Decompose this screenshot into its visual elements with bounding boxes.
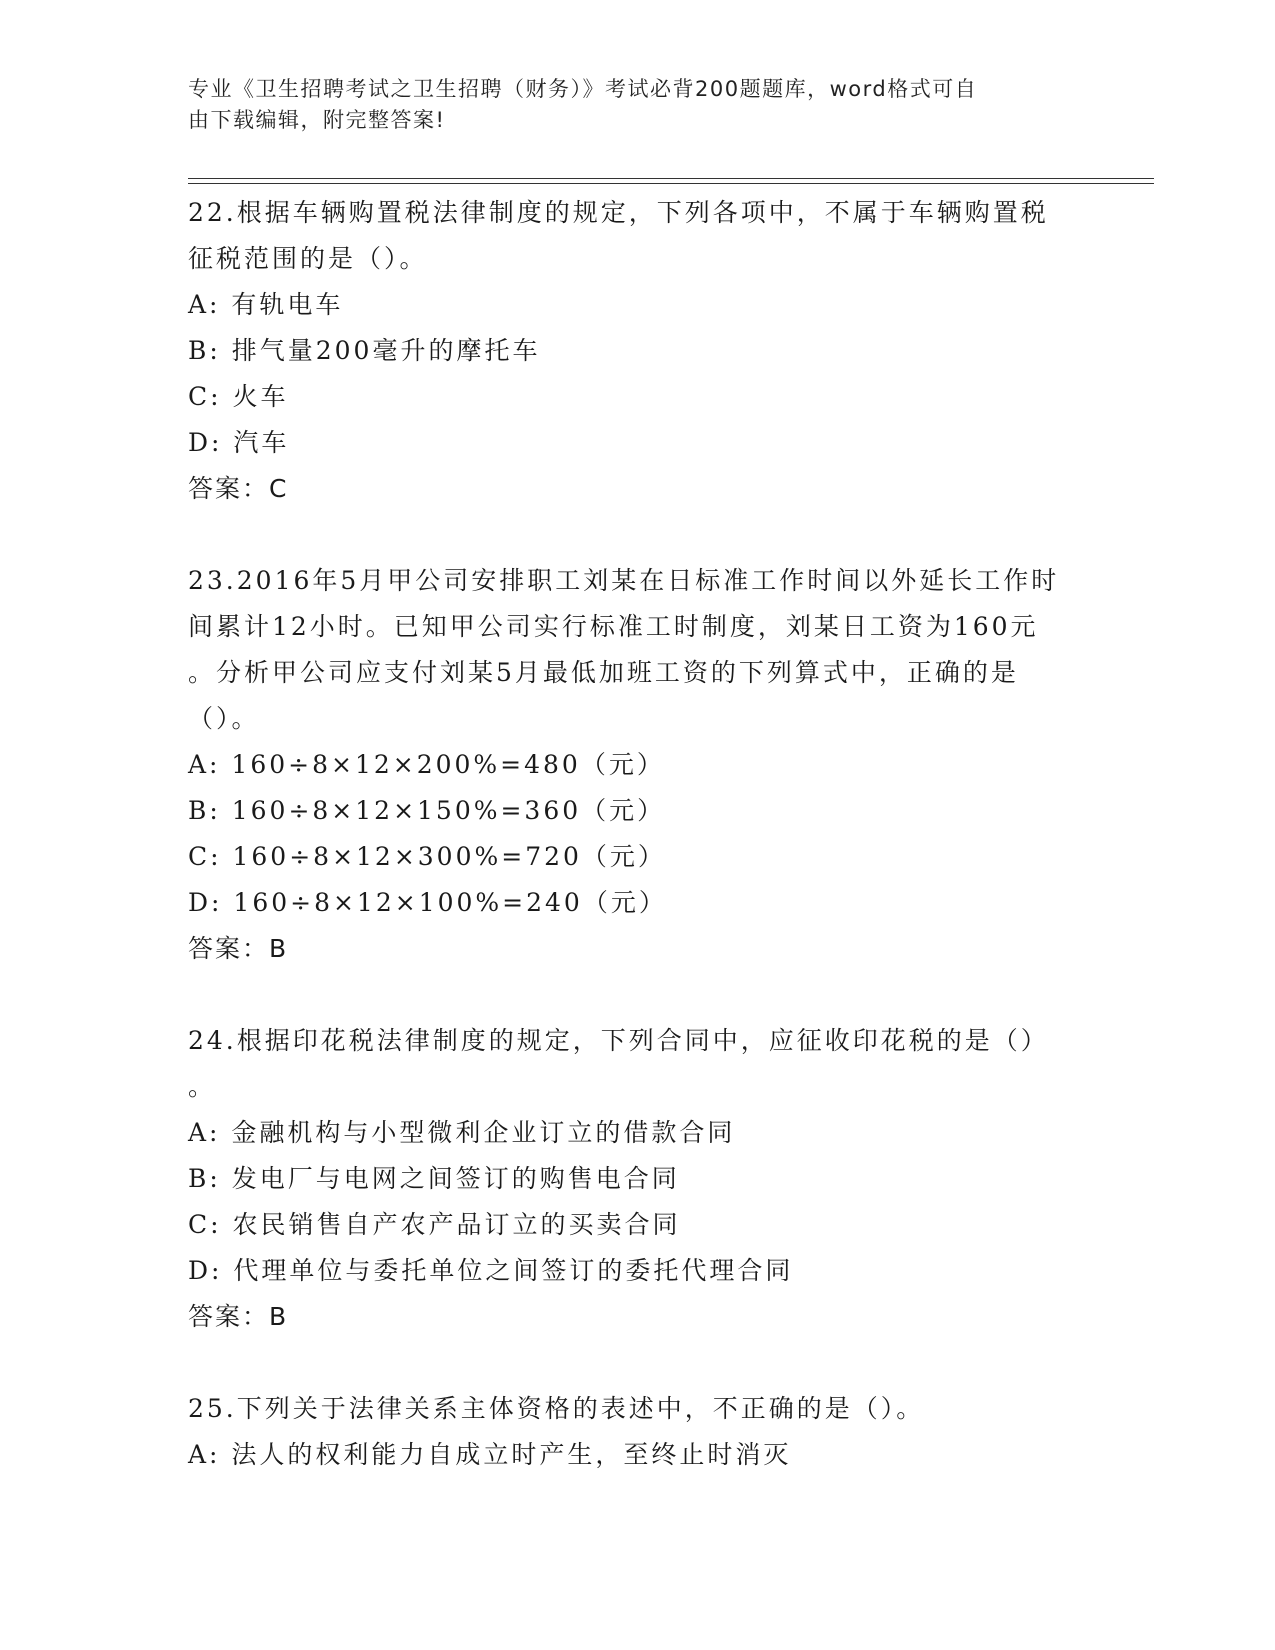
- question-stem: 。分析甲公司应支付刘某5月最低加班工资的下列算式中，正确的是: [188, 658, 1019, 687]
- question-stem: 22.根据车辆购置税法律制度的规定，下列各项中，不属于车辆购置税: [188, 198, 1049, 227]
- answer: 答案：B: [188, 1302, 289, 1331]
- question-23: [188, 558, 1108, 972]
- question-stem: 25.下列关于法律关系主体资格的表述中，不正确的是（）。: [188, 1394, 925, 1423]
- option-b: B: 发电厂与电网之间签订的购售电合同: [188, 1164, 680, 1193]
- question-stem: 23.2016年5月甲公司安排职工刘某在日标准工作时间以外延长工作时: [188, 566, 1060, 595]
- header-line: 专业《卫生招聘考试之卫生招聘（财务）》考试必背200题题库，word格式可自: [188, 77, 978, 101]
- spacer: [188, 512, 1108, 558]
- header-divider: [188, 178, 1154, 179]
- option-c: C: 农民销售自产农产品订立的买卖合同: [188, 1210, 681, 1239]
- answer: 答案：C: [188, 474, 289, 503]
- question-stem: 。: [188, 1072, 217, 1101]
- option-d: D: 160÷8×12×100%=240（元）: [188, 888, 667, 917]
- question-stem: （）。: [188, 704, 260, 733]
- option-d: D: 代理单位与委托单位之间签订的委托代理合同: [188, 1256, 794, 1285]
- option-c: C: 160÷8×12×300%=720（元）: [188, 842, 666, 871]
- option-c: C: 火车: [188, 382, 289, 411]
- question-stem: 间累计12小时。已知甲公司实行标准工时制度，刘某日工资为160元: [188, 612, 1039, 641]
- spacer: [188, 1340, 1108, 1386]
- question-stem: 24.根据印花税法律制度的规定，下列合同中，应征收印花税的是（）: [188, 1026, 1049, 1055]
- option-a: A: 法人的权利能力自成立时产生，至终止时消灭: [188, 1440, 792, 1469]
- header-line: 由下载编辑，附完整答案!: [188, 108, 446, 132]
- question-22: [188, 190, 1108, 512]
- question-list: [188, 190, 1108, 1478]
- option-b: B: 排气量200毫升的摩托车: [188, 336, 541, 365]
- question-24: [188, 1018, 1108, 1340]
- option-a: A: 金融机构与小型微利企业订立的借款合同: [188, 1118, 736, 1147]
- question-25: [188, 1386, 1108, 1478]
- spacer: [188, 972, 1108, 1018]
- option-b: B: 160÷8×12×150%=360（元）: [188, 796, 666, 825]
- option-d: D: 汽车: [188, 428, 290, 457]
- option-a: A: 160÷8×12×200%=480（元）: [188, 750, 665, 779]
- option-a: A: 有轨电车: [188, 290, 344, 319]
- question-stem: 征税范围的是（）。: [188, 244, 428, 273]
- answer: 答案：B: [188, 934, 289, 963]
- document-header: [188, 74, 1088, 136]
- header-divider: [188, 183, 1154, 184]
